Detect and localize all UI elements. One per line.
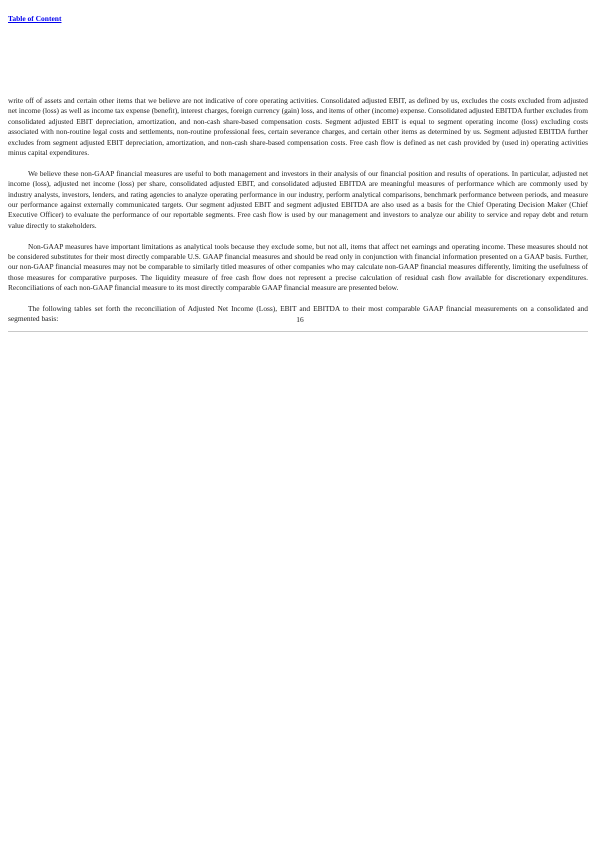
document-body [8,96,588,335]
paragraph-usefulness: We believe these non-GAAP financial measures are useful to both management and investors in their analysis of our financial position and results of operations. In particular, adjusted net income (loss), adjusted net income (loss) per share, consolidated adjusted EBIT, and consolidated adjusted EBITDA are meaningful measures of performance which are commonly used by industry analysts, investors, lenders, and rating agencies to analyze operating performance in our industry, perform analytical comparisons, benchmark performance between periods, and measure our performance against externally communicated targets. Our segment adjusted EBIT and segment adjusted EBITDA are also used as a basis for the Chief Operating Decision Maker (Chief Executive Officer) to evaluate the performance of our reportable segments. Free cash flow is used by our management and investors to analyze our ability to service and repay debt and return value directly to stakeholders. [8,168,588,230]
page-divider [8,331,588,332]
page-number: 16 [296,315,304,324]
paragraph-limitations: Non-GAAP measures have important limitations as analytical tools because they exclude some, but not all, items that affect net earnings and operating income. These measures should not be considered substitutes for their most directly comparable U.S. GAAP financial measures and should be read only in conjunction with financial information presented on a GAAP basis. Further, our non-GAAP financial measures may not be comparable to similarly titled measures of other companies who may calculate non-GAAP financial measures differently, limiting the usefulness of those measures for comparative purposes. The liquidity measure of free cash flow does not represent a precise calculation of residual cash flow available for discretionary expenditures. Reconciliations of each non-GAAP financial measure to its most directly comparable GAAP financial measure are presented below. [8,241,588,293]
paragraph-reconciliation-intro: The following tables set forth the reconciliation of Adjusted Net Income (Loss), EBIT and EBITDA to their most comparable GAAP financial measurements on a consolidated and segmented basis: [8,304,588,324]
paragraph-non-gaap-definitions: write off of assets and certain other items that we believe are not indicative of core operating activities. Consolidated adjusted EBIT, as defined by us, excludes the costs excluded from adjusted net income (loss) as well as income tax expense (benefit), interest charges, foreign currency (gain) loss, and items of other (income) expense. Consolidated adjusted EBITDA further excludes from consolidated adjusted EBIT depreciation, amortization, and non-cash share-based compensation costs. Segment adjusted EBIT is equal to segment operating income (loss) excluding costs associated with non-routine legal costs and settlements, non-routine professional fees, certain severance charges, and certain other items as determined by us. Segment adjusted EBITDA further excludes from segment adjusted EBIT depreciation, amortization, and non-cash share-based compensation costs. Free cash flow is defined as net cash provided by (used in) operating activities minus capital expenditures. [8,96,588,158]
table-of-content-link[interactable]: Table of Content [8,14,62,23]
